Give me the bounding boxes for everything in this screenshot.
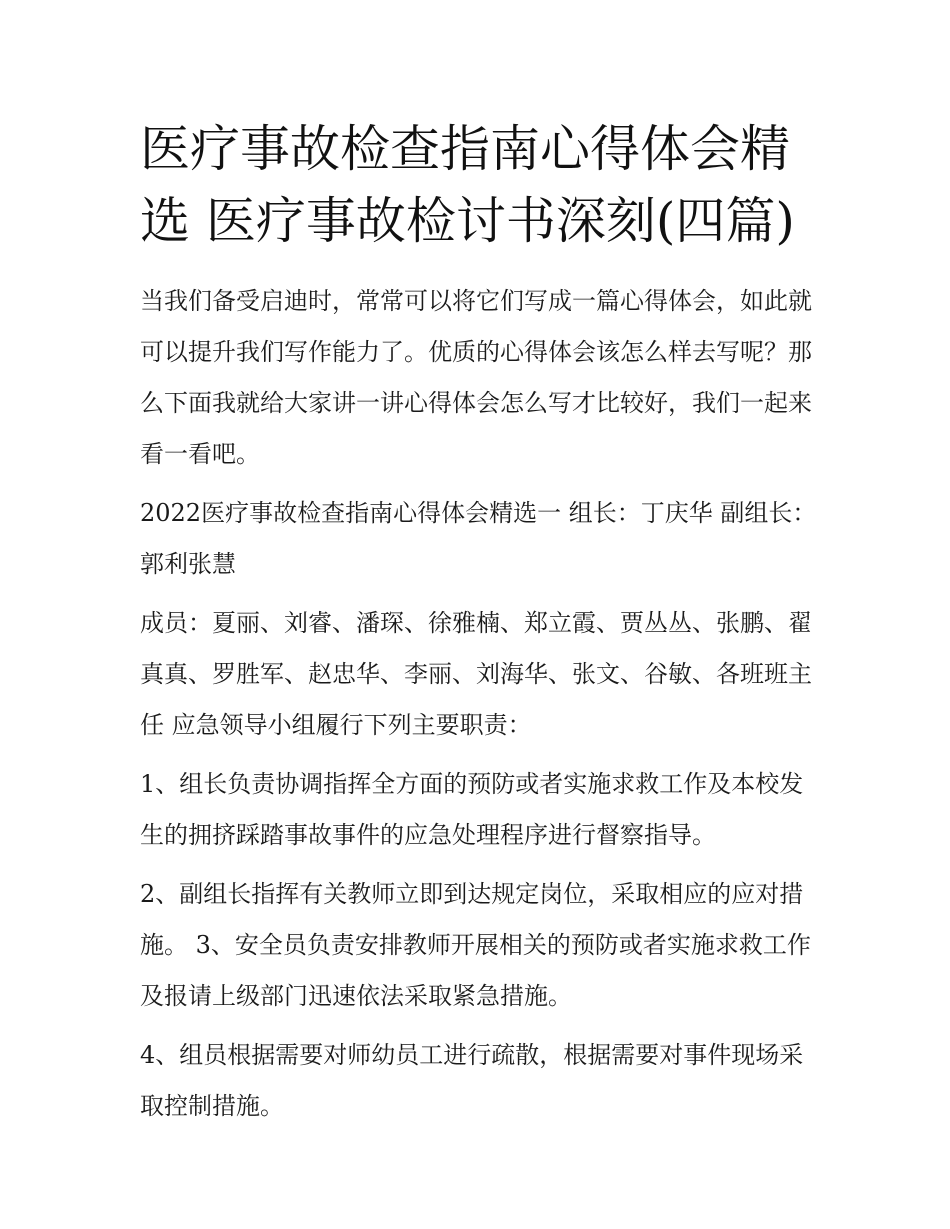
paragraph-duty-1: 1、组长负责协调指挥全方面的预防或者实施求救工作及本校发生的拥挤踩踏事故事件的应急处理程序进行督察指导。 [140,770,804,849]
paragraph-intro: 当我们备受启迪时，常常可以将它们写成一篇心得体会，如此就可以提升我们写作能力了。优质的心得体会该怎么样去写呢？那么下面我就给大家讲一讲心得体会怎么写才比较好，我们一起来看一看吧。 [140,287,812,468]
paragraph-members: 成员：夏丽、刘睿、潘琛、徐雅楠、郑立霞、贾丛丛、张鹏、翟真真、罗胜军、赵忠华、李丽、刘海华、张文、谷敏、各班班主任 应急领导小组履行下列主要职责： [140,609,812,739]
paragraph-group-leaders: 2022医疗事故检查指南心得体会精选一 组长：丁庆华 副组长：郭利张慧 [140,499,817,578]
document-title: 医疗事故检查指南心得体会精选 医疗事故检讨书深刻(四篇) [140,120,795,250]
document-body [140,276,820,1140]
paragraph-duty-2-3: 2、副组长指挥有关教师立即到达规定岗位，采取相应的应对措施。 3、安全员负责安排教师开展相关的预防或者实施求救工作及报请上级部门迅速依法采取紧急措施。 [140,880,811,1010]
paragraph-duty-4: 4、组员根据需要对师幼员工进行疏散，根据需要对事件现场采取控制措施。 [140,1041,804,1120]
